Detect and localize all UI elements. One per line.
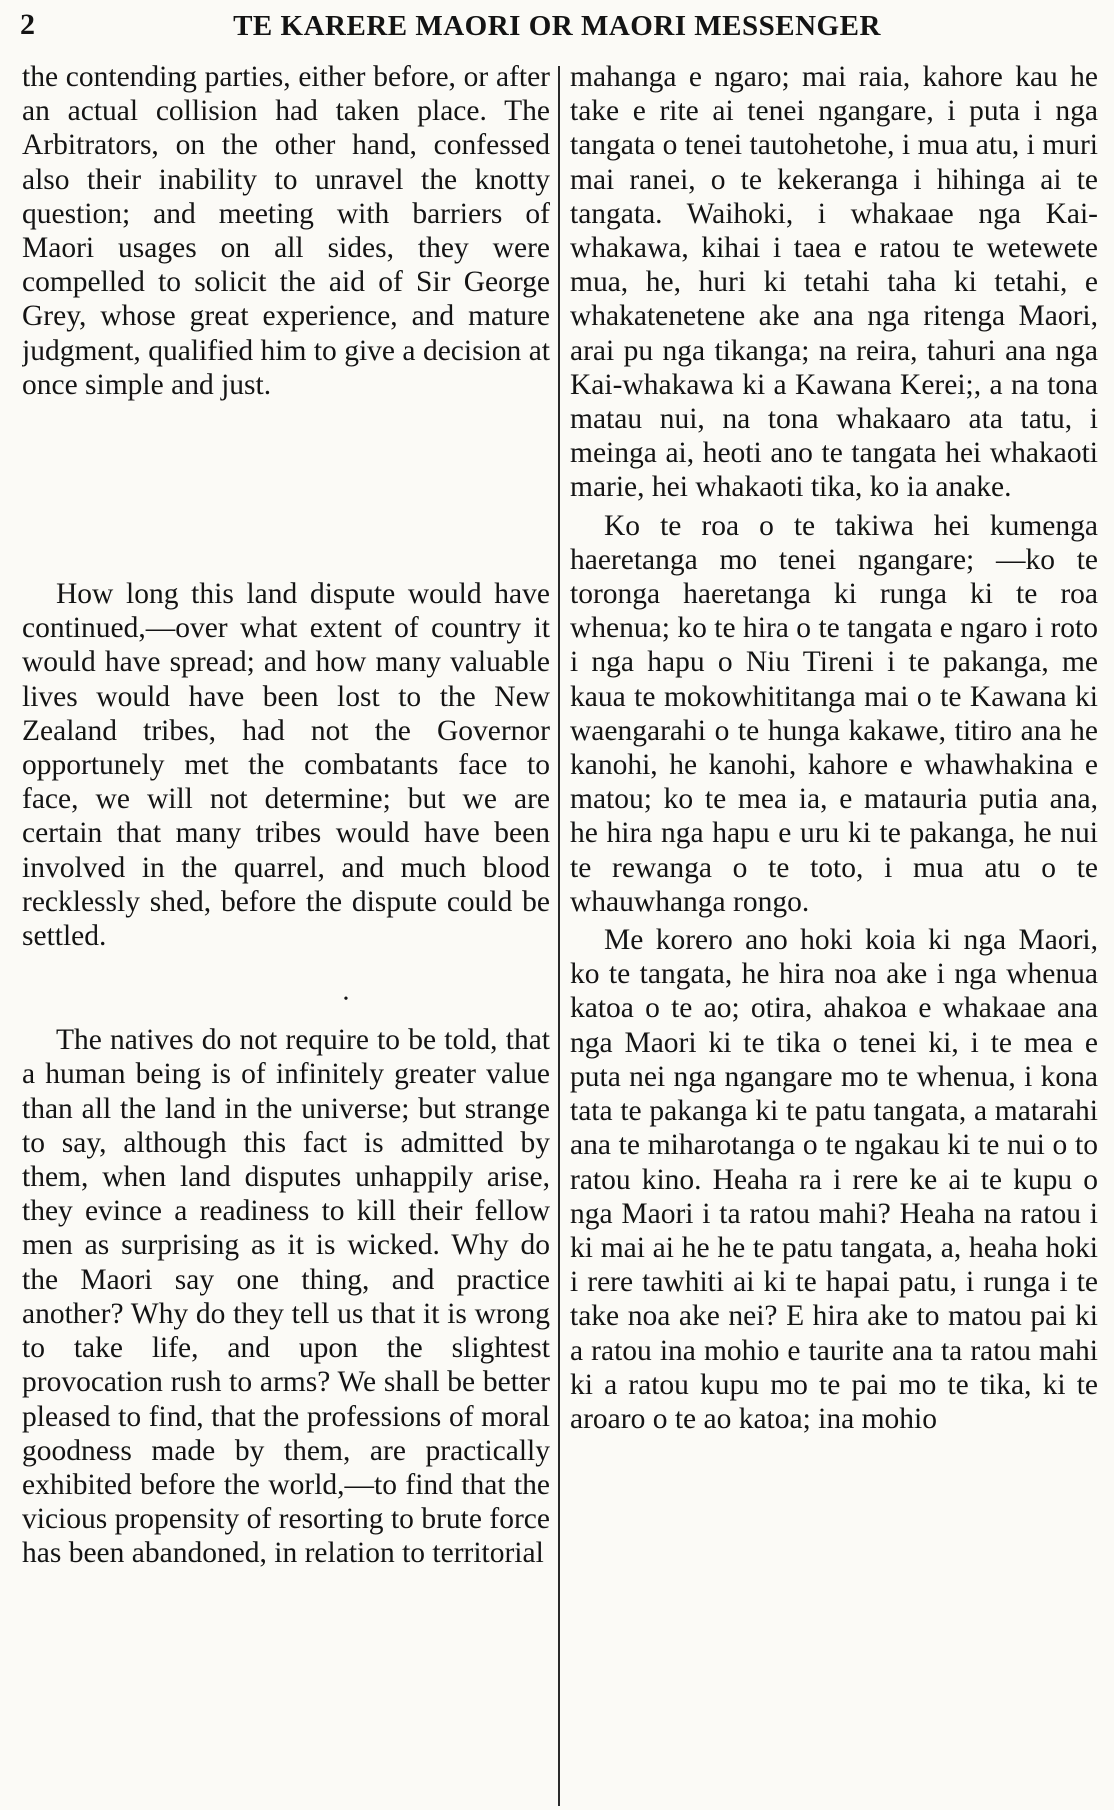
english-paragraph-2: How long this land dispute would have continued,—over what extent of country it would have spread; and how many valuable lives would have been lost to the New Zealand tribes, had not the Governor opportunely met the combatants face to face, we will not determine; but we are certain that many tribes would have been involved in the quarrel, and much blood recklessly shed, before the dispute could be settled.	[22, 578, 550, 953]
english-column	[22, 60, 550, 1805]
running-title: TE KARERE MAORI OR MAORI MESSENGER	[233, 10, 881, 42]
paragraph-gap	[22, 953, 550, 993]
paragraph-gap	[22, 1009, 550, 1023]
ornament-dot: •	[343, 992, 349, 1008]
maori-paragraph-1: mahanga e ngaro; mai raia, kahore kau he take e rite ai tenei ngangare, i puta i nga tangata o tenei tautohetohe, i mua atu, i muri mai ranei, o te kekeranga i hihinga ai te tangata. Waihoki, i whakaae nga Kai-whakawa, kihai i taea e ratou te wetewete mua, he, huri ki tetahi taha ki tetahi, e whakatenetene ake ana nga ritenga Maori, arai pu nga tikanga; na reira, tahuri ana nga Kai-whakawa ki a Kawana Kerei;, a na tona matau nui, na tona whakaaro ata tatu, i meinga ai, heoti ano te tangata hei whakaoti marie, hei whakaoti tika, ko ia anake.	[570, 61, 1098, 504]
english-paragraph-3: The natives do not require to be told, that a human being is of infinitely greater value than all the land in the universe; but strange to say, although this fact is admitted by them, when land disputes unhappily arise, they evince a readiness to kill their fellow men as surprising as it is wicked. Why do the Maori say one thing, and practice another? Why do they tell us that it is wrong to take life, and upon the slightest provocation rush to arms? We shall be better pleased to find, that the professions of moral goodness made by them, are practically exhibited before the world,—to find that the vicious propensity of resorting to brute force has been abandoned, in relation to territorial	[22, 1024, 550, 1570]
column-divider	[558, 66, 560, 1806]
paragraph-gap	[22, 402, 550, 577]
english-paragraph-1: the contending parties, either before, or after an actual collision had taken place. The Arbitrators, on the other hand, confessed also their inability to unravel the knotty question; and meeting with barriers of Maori usages on all sides, they were compelled to solicit the aid of Sir George Grey, whose great experience, and mature judgment, qualified him to give a decision at once simple and just.	[22, 61, 550, 401]
maori-column	[570, 60, 1098, 1805]
maori-paragraph-3: Me korero ano hoki koia ki nga Maori, ko te tangata, he hira noa ake i nga whenua katoa o te ao; otira, ahakoa e whakaae ana nga Maori ki te tika o tenei ki, i te mea e puta nei nga ngangare mo te whenua, i kona tata te pakanga ki te patu tangata, a matarahi ana te miharotanga o te ngakau ki te nui o to ratou kino. Heaha ra i rere ke ai te kupu o nga Maori i ta ratou mahi? Heaha na ratou i ki mai ai he he te patu tangata, a, heaha hoki i rere tawhiti ai ki te hapai patu, i runga i te take noa ake nei? E hira ake to matou pai ki a ratou ina mohio e taurite ana ta ratou mahi ki a ratou kupu mo te pai mo te tika, ki te aroaro o te ao katoa; ina mohio	[570, 924, 1098, 1435]
page-number: 2	[20, 8, 35, 41]
page-header	[0, 6, 1114, 58]
maori-paragraph-2: Ko te roa o te takiwa hei kumenga haeretanga mo tenei ngangare; —ko te toronga haeretanga ki runga ki te roa whenua; ko te hira o te tangata e ngaro i roto i nga hapu o Niu Tireni i te pakanga, me kaua te mokowhititanga mai o te Kawana ki waengarahi o te hunga kakawe, titiro ana he kanohi, he kanohi, kahore e whawhakina e matou; ko te mea ia, e matauria putia ana, he hira nga hapu e uru ki te pakanga, he nui te rewanga o te toto, i mua atu o te whauwhanga rongo.	[570, 509, 1098, 918]
